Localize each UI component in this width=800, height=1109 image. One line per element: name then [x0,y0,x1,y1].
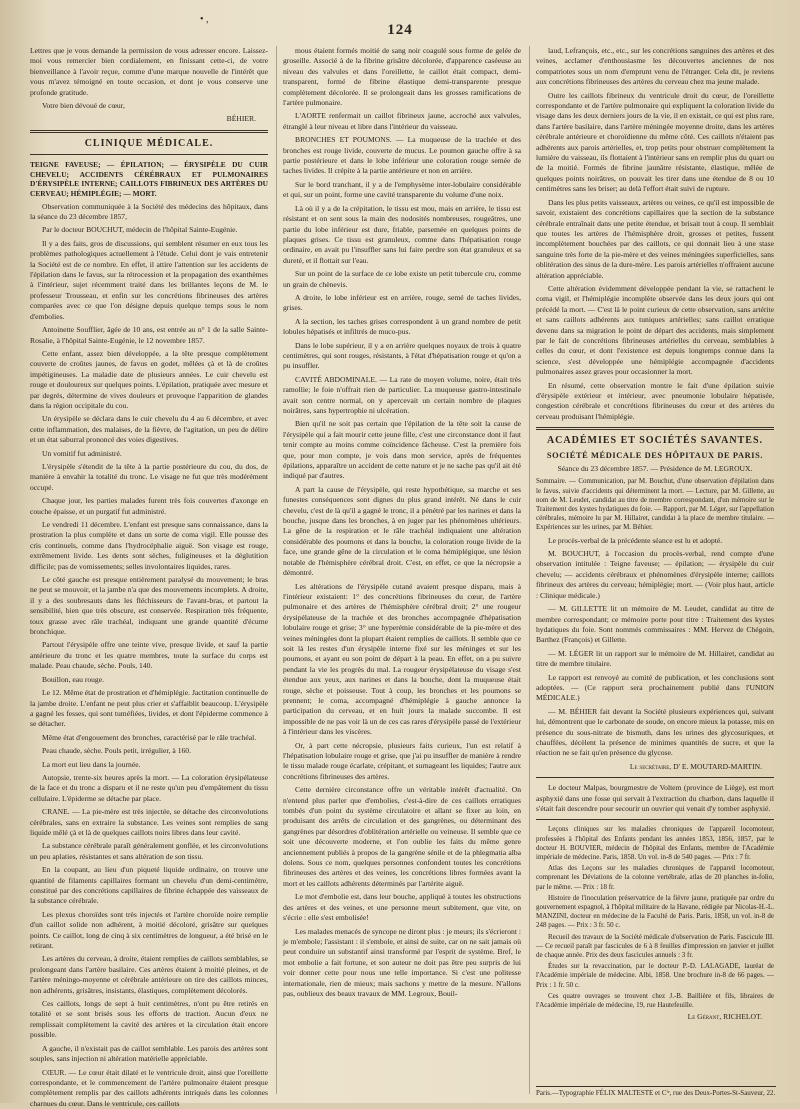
paragraph: Le mot d'embolie est, dans leur bouche, appliqué à toutes les obstructions des artères et des veines, et une personne meurt subitement, que vite, on s'écrie : elle s'est embolisée! [283,892,521,923]
paragraph: Les malades menacés de syncope ne diront plus : je meurs; ils s'écrieront : je m'embole; l'assistant : il s'embole, et ainsi de suite, car on ne sait jamais où peut conduire un substantif ainsi transformé par l'esprit de système. Bref, le mot embolie a fait fortune, et son auteur ne doit pas être peu surpris de lui voir donner cette pour nous une telle importance. Si c'est une politesse internationale, rien de mieux; mais sachons y mettre de la mesure. N'allons pas, oublieux des beaux travaux de MM. Legroux, Bouil- [283,927,521,1000]
letter-closing: Votre bien dévoué de cœur, [30,101,268,111]
paragraph: L'AORTE renfermait un caillot fibrineux jaune, accroché aux valvules, étranglé à leur niveau et libre dans l'intérieur du vaisseau. [283,111,521,132]
paragraph: Dans les plus petits vaisseaux, artères ou veines, ce qu'il est impossible de savoir, existaient des concrétions capillaires que la section de la substance cérébrale entraînait dans une petite étendue, et brisait tout à coup. Il semblait que toutes les artères de l'hémisphère droit, grosses et petites, fussent incomplètement bouchées par des caillots, ce qui donnait lieu à une stase sanguine très forte de la pie-mère et des veines méningées superficielles, sans oblitération des sinus de la dure-mère. Les parois artérielles n'offraient aucune altération appréciable. [536,198,774,281]
paragraph: En résumé, cette observation montre le fait d'une épilation suivie d'érysipèle extérieur et intérieur, avec pneumonie lobulaire hépatisée, congestion cérébrale et concrétions fibrineuses du cœur et des artères du cerveau produisant l'hémiplégie. [536,381,774,423]
divider [536,427,774,430]
paragraph: Les altérations de l'érysipèle cutané avaient presque disparu, mais à l'intérieur existaient: 1° des concrétions fibrineuses du cœur, de l'artère pulmonaire et des artères de l'hémisphère cérébral droit; 2° une rougeur érysipélateuse de la trachée et des bronches accompagnée d'hépatisation lobulaire rouge et grise; 3° une hyperémie considérable de la pie-mère et des veines méningées dont la plupart étaient remplies de caillots. Il semble que ce soit là les restes d'un érysipèle interne fixé sur les méninges et sur les poumons, et ayant eu son point de départ à la peau. En effet, on a pu suivre pendant la vie les progrès du mal. La rougeur érysipélateuse du visage s'est étendue aux yeux, aux narines et dans la bouche, dont la muqueuse était rouge, sèche et poisseuse. Tout à coup, les bronches et les poumons se prennent; le coma, accompagné d'hémiplégie à gauche annonce la participation du cerveau, et en huit jours la malade succombe. Il est impossible de ne pas voir là un de ces cas rares d'érysipèle passé de l'extérieur à l'intérieur dans les viscères. [283,582,521,738]
paragraph: La mort eut lieu dans la journée. [30,760,268,770]
book-listing: Leçons cliniques sur les maladies chroniques de l'appareil locomoteur, professées à l'hôpital des Enfants pendant les années 1853, 1856, 1857, par le docteur H. BOUVIER, médecin de l'hôpital des Enfants, membre de l'Académie impériale de médecine. Paris, 1858. Un vol. in-8 de 540 pages. — Prix : 7 fr. [536,825,774,862]
gerant-signature: Le Gérant, RICHELOT. [536,1012,762,1022]
paragraph: Sur un point de la surface de ce lobe existe un petit tubercule cru, comme un grain de chènevis. [283,269,521,290]
paragraph: Ces caillots, longs de sept à huit centimètres, n'ont pu être retirés en totalité et se sont brisés sous les efforts de traction. Aucun d'eux ne remplissait complètement la cavité des artères et la circulation était encore possible. [30,999,268,1041]
paragraph: A part la cause de l'érysipèle, qui reste hypothétique, sa marche et ses funestes conséquences sont dignes du plus grand intérêt. Né dans le cuir chevelu, c'est de là qu'il a gagné le tronc, il a pénétré par les narines et dans la bouche, jusque dans les bronches, à en juger par les phénomènes ultérieurs. La gêne de la respiration et le râle trachéal indiquaient une altération considérable des poumons et dans la bouche, la coloration rouge livide de la face, une grande gêne de la circulation et le coma hémiplégique, une lésion notable de l'hémisphère cérébral droit. C'est, en effet, ce que la nécropsie a démontré. [283,485,521,579]
paragraph: A gauche, il n'existait pas de caillot semblable. Les parois des artères sont souples, sans injection ni altération matérielle appréciable. [30,1044,268,1065]
paragraph: Un érysipèle se déclara dans le cuir chevelu du 4 au 6 décembre, et avec cette inflammation, des malaises, de la fièvre, de l'agitation, un peu de délire et un état saburral prononcé des voies digestives. [30,414,268,445]
paragraph: Bouillon, eau rouge. [30,675,268,685]
column-left [30,46,268,1094]
page-number: 124 [0,22,800,39]
paragraph: laud, Lefrançois, etc., etc., sur les concrétions sanguines des artères et des veines, acclamer d'enthousiasme les découvertes anciennes de nos compatriotes sous un nom d'emprunt venu de l'étranger. Cela dit, je reviens aux concrétions fibrineuses des artères du cerveau chez ma jeune malade. [536,46,774,88]
article-body [30,202,268,1109]
paragraph: Antoinette Soufflier, âgée de 10 ans, est entrée au n° 1 de la salle Sainte-Rosalie, à l'hôpital Sainte-Eugénie, le 12 novembre 1857. [30,325,268,346]
secretary-signature: Le secrétaire, D' E. MOUTARD-MARTIN. [536,762,762,772]
gutter-mark: • , [200,14,209,25]
paragraph: Chaque jour, les parties malades furent très fois couvertes d'axonge en couche épaisse, et un purgatif fut administré. [30,496,268,517]
paragraph: Là où il y a de la crépitation, le tissu est mou, mais en arrière, le tissu est résistant et on sent sous la main des nodosités nombreuses, rougeâtres, une partie du lobe inférieur est dure, friable, parsemée en quelques points de plaques grises. Ce tissu est granuleux, comme dans l'hépatisation rouge ordinaire, en avait pu l'insuffler sans lui faire perdre son état granuleux et sa dureté, et il flottait sur l'eau. [283,204,521,266]
paragraph: Cette altération évidemment développée pendant la vie, se rattachent le coma vigil, et l'hémiplégie incomplète observée dans les deux jours qui ont précédé la mort. — C'est là le point curieux de cette observation, sans artérite et sans caillots adhérents aux tuniques artérielles; sans caillot erratique devenu dans sa migration le point de départ des accidents, mais simplement par le fait de concrétions fibrineuses artérielles du cerveau, semblables à celles du cœur, et dont l'existence est depuis longtemps connue dans la science, s'est développée une hémiplégie accompagnée d'accidents pulmonaires assez graves pour occasionner la mort. [536,284,774,378]
paragraph: Outre les caillots fibrineux du ventricule droit du cœur, de l'oreillette correspondante et de l'artère pulmonaire qui expliquent la coloration livide du visage dans les deux derniers jours de la vie, il en existait, ce qui est plus rare, dans l'artère basilaire, dans l'artère méningée moyenne droite, dans les artères cérébrale antérieure et choroïdienne du même côté. Ces caillots n'étaient pas adhérents aux parois artérielles, et, trop petits pour obstruer complètement la lumière du vaisseau, ils flottaient à l'intérieur sans en remplir plus du quart ou de la moitié. Formés de fibrine jaunâtre résistante, élastique, mêlée de quelques points noirâtres, on pouvait les tirer dans une étendue de 8 ou 10 centimètres sans les briser; au delà l'effort était suivi de rupture. [536,91,774,195]
paragraph: Observation communiquée à la Société des médecins des hôpitaux, dans la séance du 23 décembre 1857, [30,202,268,223]
section-title-academies: ACADÉMIES ET SOCIÉTÉS SAVANTES. [536,436,774,446]
minutes-paragraph: Le procès-verbal de la précédente séance est lu et adopté. [536,536,774,546]
paragraph: Les plexus choroïdes sont très injectés et l'artère choroïde noire remplie d'un caillot solide non adhérent, à moitié décoloré, grisâtre sur quelques points. Ce caillot, long de cinq à six centimètres de longueur, a été brisé en le retirant. [30,910,268,952]
book-listing: Histoire de l'inoculation préservatrice de la fièvre jaune, pratiquée par ordre du gouvernement espagnol, à l'hôpital militaire de la Havane, rédigée par Nicolas-H.-L. MANZINI, docteur en médecine de la Faculté de Paris. Paris, 1858, un vol. in-8 de 248 pages. — Prix : 3 fr. 50 c. [536,894,774,931]
article-conclusion [536,46,774,422]
column-right [536,46,774,1094]
paragraph: CŒUR. — Le cœur était dilaté et le ventricule droit, ainsi que l'oreillette correspondante, et le commencement de l'artère pulmonaire étaient presque complètement remplis par des caillots adhérents intriqués dans les colonnes charnues du cœur. Dans le ventricule, ces caillots [30,1068,268,1109]
paragraph: Un vomitif fut administré. [30,449,268,459]
letter-signature: BÉHIER. [30,114,256,124]
paragraph: La substance cérébrale paraît généralement gonflée, et les circonvolutions un peu aplaties, résistantes et sans altération de son tissu. [30,841,268,862]
printer-footer: Paris.—Typographie FÉLIX MALTESTE et Cⁱᵉ, rue des Deux-Portes-St-Sauveur, 22. [536,1086,776,1097]
divider [30,154,268,155]
paragraph: Le 12. Même état de prostration et d'hémiplégie. Jactitation continuelle de la jambe droite. L'enfant ne peut plus crier et s'affaiblit beaucoup. L'érysipèle a gagné les fesses, qui sont tuméfiées, livides, et dont l'épiderme commence à se détacher. [30,688,268,730]
news-item: Le docteur Malpas, bourgmestre de Voltem (province de Liège), est mort asphyxié dans une fosse qui servait à l'extraction du charbon, dans laquelle il s'était fait descendre pour secourir un ouvrier qui venait d'y tomber asphyxié. [536,783,774,814]
minutes-paragraph: M. BOUCHUT, à l'occasion du procès-verbal, rend compte d'une observation intitulée : Teigne faveuse; — épilation; — érysipèle du cuir chevelu; — accidents cérébraux et phénomènes d'érysipèle interne; caillots fibrineux des artères du cerveau; hémiplégie; mort. — (Voir plus haut, article : Clinique médicale.) [536,549,774,601]
minutes-paragraph: — M. BÉHIER fait devant la Société plusieurs expériences qui, suivant lui, démontrent que le carbonate de soude, on encore mieux la potasse, mis en présence du sous-nitrate de bismuth, dans les urines des glycosuriques, et chauffées, décèlent la présence de minimes quantités de sucre, et que la réaction ne se fait qu'en présence du glycose. [536,707,774,759]
session-summary: Sommaire. — Communication, par M. Bouchut, d'une observation d'épilation dans le favus, suivie d'accidents qui déterminent la mort. — Lecture, par M. Gillette, au nom de M. Leudet, candidat au titre de membre correspondant, d'un mémoire sur le Traitement des kystes hydatiques du foie. — Rapport, par M. Léger, sur l'appellation cérébrales, mémoire lu par M. Hillairet, candidat à la place de membre titulaire. — Expériences sur les urines, par M. Béhier. [536,477,774,532]
paragraph: CRANE. — La pie-mère est très injectée, se détache des circonvolutions cérébrales, sans en extraire la substance. Les veines sont remplies de sang liquide mêlé çà et là de quelques caillots noirs libres dans leur cavité. [30,807,268,838]
paragraph: BRONCHES ET POUMONS. — La muqueuse de la trachée et des bronches est rouge livide, couverte de mucus. Le poumon gauche offre à sa partie postérieure et dans le lobe inférieur une coloration rouge semée de taches livides. Il crépite à la partie antérieure et non en arrière. [283,135,521,177]
book-listing: Études sur la revaccination, par le docteur P.-D. LALAGADE, lauréat de l'Académie impériale de médecine. Albi, 1858. Une brochure in-8 de 66 pages. — Prix : 1 fr. 50 c. [536,962,774,990]
society-minutes [536,536,774,759]
minutes-paragraph: — M. GILLETTE lit un mémoire de M. Leudet, candidat au titre de membre correspondant; ce mémoire porte pour titre : Traitement des kystes hydatiques du foie. Sont nommés commissaires : MM. Hervez de Chégoin, Barthez (François) et Gillette. [536,604,774,646]
column-middle [283,46,521,1094]
divider [536,819,774,820]
book-listing: Recueil des travaux de la Société médicale d'observation de Paris. Fascicule III. — Ce recueil paraît par fascicules de 6 à 8 feuilles d'impression en janvier et juillet de chaque année. Prix des deux fascicules annuels : 3 fr. [536,933,774,961]
book-listings [536,825,774,1010]
divider [30,130,268,133]
paragraph: En la coupant, au lieu d'un piqueté liquide ordinaire, on trouve une quantité de filaments capillaires formant un chevelu d'un demi-centimètre, constitué par des concrétions capillaires de fibrine échappée des vaisseaux de la substance cérébrale. [30,865,268,907]
society-session: Séance du 23 décembre 1857. — Présidence de M. LEGROUX. [536,464,774,474]
paragraph: Par le docteur BOUCHUT, médecin de l'hôpital Sainte-Eugénie. [30,225,268,235]
society-title: SOCIÉTÉ MÉDICALE DES HÔPITAUX DE PARIS. [536,451,774,461]
paragraph: Les artères du cerveau, à droite, étaient remplies de caillots semblables, se prolongeant dans l'artère basilaire. Ces artères étaient à moitié pleines, et de l'artère méningo-moyenne et cérébrale antérieure on tire des caillots minces, non adhérents, grisâtres, insistants, élastiques, complètement décolorés. [30,954,268,996]
paragraph: Or, à part cette nécropsie, plusieurs faits curieux, l'un est relatif à l'hépatisation lobulaire rouge et grise, que j'ai pu insuffler de manière à rendre le tissu malade rouge écarlate, crépitant, et surnageant les liquides; l'autre aux concrétions fibrineuses des artères. [283,741,521,783]
paragraph: Peau chaude, sèche. Pouls petit, irrégulier, à 160. [30,746,268,756]
paragraph: A droite, le lobe inférieur est en arrière, rouge, semé de taches livides, grises. [283,293,521,314]
paragraph: mous étaient formés moitié de sang noir coagulé sous forme de gelée de groseille. Associé à de la fibrine grisâtre décolorée, d'apparence caséeuse au niveau des valvules et dans l'oreillette, le caillot était compact, demi-transparent, formé de fibrine élastique demi-transparente presque complètement décolorée. Il se prolongeait dans les grosses ramifications de l'artère pulmonaire. [283,46,521,108]
minutes-paragraph: Le rapport est renvoyé au comité de publication, et les conclusions sont adoptées. — (Ce rapport sera prochainement publié dans l'UNION MÉDICALE.) [536,673,774,704]
divider [536,777,774,778]
book-listing: Ces quatre ouvrages se trouvent chez J.-B. Baillière et fils, libraires de l'Académie impériale de médecine, 19, rue Hautefeuille. [536,992,774,1010]
paragraph: CAVITÉ ABDOMINALE. — La rate de moyen volume, noire, était très ramollie; le foie n'offrait rien de particulier. La muqueuse gastro-intestinale avait son centre normal, on y apercevait un certain nombre de plaques noirâtres, sans hypertrophie ni ulcération. [283,375,521,417]
paragraph: Le côté gauche est presque entièrement paralysé du mouvement; le bras ne peut se mouvoir, et la jambe n'a que des mouvements incomplets. A droite, il y a des soubresauts dans les fléchisseurs de l'avant-bras, et partout la sensibilité, bien que très obscure, est conservée. Respiration très fréquente, toux grasse avec râle trachéal, indiquant une grande quantité d'écume bronchique. [30,575,268,637]
article-body-continued [283,46,521,999]
paragraph: Cette dernière circonstance offre un véritable intérêt d'actualité. On n'entend plus parler que d'embolies, c'est-à-dire de ces caillots erratiques tombés d'un point du système circulatoire et allant se fixer au loin, en produisant des arrêts de circulation et des gangrènes, ou déterminant des gangrènes par désordres d'oblitération artérielle ou veineuse. Il semble que ce soit une découverte moderne, et l'on oublie les faits du même genre anciennement publiés à propos de la gangrène sénile et de la phlegmatia alba dolens. Sous ce nom, quelques personnes confondent toutes les concrétions fibrineuses des artères et des veines, les concrétions libres formées avant la mort et les caillots adhérents déterminés par l'artérite aiguë. [283,785,521,889]
column-divider [276,46,277,1094]
article-heading: TEIGNE FAVEUSE; — ÉPILATION; — ÉRYSIPÈLE DU CUIR CHEVELU; ACCIDENTS CÉRÉBRAUX ET PULMONAIRES D'ÉRYSIPÈLE INTERNE; CAILLOTS FIBRINEUX DES ARTÈRES DU CERVEAU; HÉMIPLÉGIE; — MORT. [30,160,268,198]
paragraph: A la section, les taches grises correspondent à un grand nombre de petit lobules hépatisés et infiltrés de muco-pus. [283,317,521,338]
paragraph: Sur le bord tranchant, il y a de l'emphysème inter-lobulaire considérable et qui, sur un point, forme une cavité transparente du volume d'une noix. [283,180,521,201]
book-listing: Atlas des Leçons sur les maladies chroniques de l'appareil locomoteur, comprenant les Déviations de la colonne vertébrale, atlas de 20 planches in-folio, par le même. — Prix : 18 fr. [536,864,774,892]
paragraph: Dans le lobe supérieur, il y a en arrière quelques noyaux de trois à quatre centimètres, qui sont rouges, résistants, à l'état d'hépatisation rouge et qu'on a pu insuffler. [283,341,521,372]
paragraph: Le vendredi 11 décembre. L'enfant est presque sans connaissance, dans la prostration la plus complète et dans un sorte de coma vigil. Elle pousse des cris continuels, comme dans l'hydrocéphalie aiguë. Son visage est rouge, extrêmement livide. Les dents sont sèches, fuligineuses et la déglutition difficile; pas de vomissements; selles involontaires liquides, rares. [30,520,268,572]
paragraph: Partout l'érysipèle offre une teinte vive, presque livide, et sauf la partie antérieure du tronc et les quatre membres, toute la surface du corps est malade. Peau chaude, sèche. Pouls, 140. [30,640,268,671]
paragraph: Cette enfant, assez bien développée, a la tête presque complètement couverte de croûtes jaunes, de favus en godet, mêlées çà et là de croûtes impétigineuses. La maladie date de plusieurs années. Le cuir chevelu est rouge et douloureux sur quelques points. L'épilation, pratiquée avec mesure et par degrés, détermine de vives douleurs et provoque l'apparition de glandes dans la région occipitale du cou. [30,349,268,411]
letter-paragraph: Lettres que je vous demande la permission de vous adresser encore. Laissez-moi vous remercier bien cordialement, en finissant cette-ci, de votre bienveillance à l'avoir reçue, comme d'une marque nouvelle de l'intérêt que vous m'avez témoigné en toute occasion, et dont je vous conserve une profonde gratitude. [30,46,268,98]
paragraph: L'érysipèle s'étendit de la tête à la partie postérieure du cou, du dos, de manière à envahir la totalité du tronc. Le visage ne fut que très modérément occupé. [30,462,268,493]
paragraph: Même état d'engouement des bronches, caractérisé par le râle trachéal. [30,733,268,743]
column-divider [529,46,530,1094]
paragraph: Autopsie, trente-six heures après la mort. — La coloration érysipélateuse de la face et du tronc a disparu et il ne reste qu'un peu d'empâtement du tissu cellulaire. L'épiderme se détache par place. [30,773,268,804]
paragraph: Il y a des faits, gros de discussions, qui semblent résumer en eux tous les problèmes pathologiques actuellement à l'étude. Celui dont je vais entretenir la Société est de ce nombre. En effet, il attire l'attention sur les accidents de l'épilation dans le favus, sur la rétrocession et la propagation des exanthèmes à l'intérieur, sujet récemment traité dans les brillantes leçons de M. le professeur Trousseau, et enfin sur les concrétions fibrineuses des artères comparées avec ce que l'on désigne depuis quelque temps sous le nom d'embolies. [30,239,268,322]
section-title-clinique: CLINIQUE MÉDICALE. [30,139,268,149]
minutes-paragraph: — M. LÉGER lit un rapport sur le mémoire de M. Hillairet, candidat au titre de membre titulaire. [536,649,774,670]
paragraph: Bien qu'il ne soit pas certain que l'épilation de la tête soit la cause de l'érysipèle qui a fait mourir cette jeune fille, c'est une circonstance dont il faut tenir compte au moins comme coïncidence fâcheuse. C'est la première fois que, pour mon compte, je vois dans mon service, après de fréquentes épilations, apparaître un accident de cette nature et je ne sache pas qu'il ait été indiqué par d'autres. [283,419,521,481]
